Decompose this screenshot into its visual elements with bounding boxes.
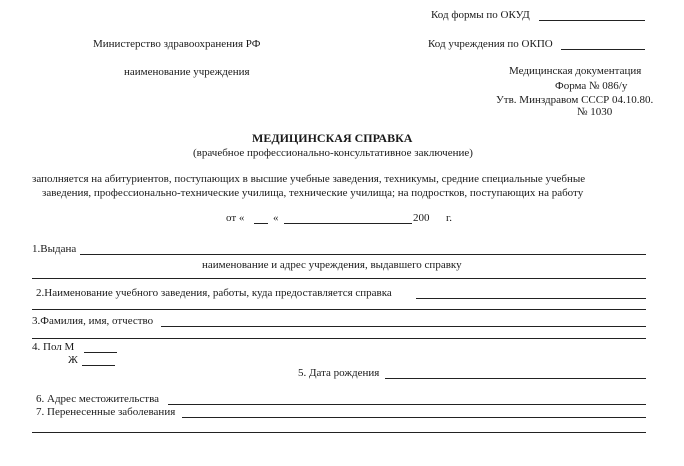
okpo-label: Код учреждения по ОКПО [428, 38, 553, 50]
approval-number: № 1030 [577, 106, 613, 118]
date-quote: « [273, 212, 279, 224]
institution-extra-line[interactable] [32, 309, 646, 310]
full-name-label: 3.Фамилия, имя, отчество [32, 315, 154, 327]
address-label: 6. Адрес местожительства [36, 393, 160, 405]
birth-date-input-line[interactable] [385, 378, 646, 379]
okud-input-line[interactable] [539, 20, 645, 21]
sex-f-label: Ж [68, 354, 78, 366]
form-number: Форма № 086/у [555, 80, 628, 92]
institution-input-line[interactable] [416, 298, 646, 299]
issued-label: 1.Выдана [32, 243, 77, 255]
okud-label: Код формы по ОКУД [431, 9, 530, 21]
issued-hint: наименование и адрес учреждения, выдавшего справку [202, 259, 462, 271]
okpo-input-line[interactable] [561, 49, 645, 50]
sex-f-line[interactable] [82, 365, 115, 366]
sex-m-line[interactable] [84, 352, 117, 353]
address-input-line[interactable] [168, 404, 646, 405]
sex-label: 4. Пол М [32, 341, 75, 353]
issued-extra-line[interactable] [32, 278, 646, 279]
document-subtitle: (врачебное профессионально-консультативное заключение) [193, 147, 473, 159]
date-from-label: от « [226, 212, 245, 224]
diseases-extra-line[interactable] [32, 432, 646, 433]
description-line-2: заведения, профессионально-технические училища, технические училища; на подростков, поступающих на работу [42, 187, 584, 199]
full-name-input-line[interactable] [161, 326, 646, 327]
full-name-extra-line[interactable] [32, 338, 646, 339]
med-doc-label: Медицинская документация [509, 65, 642, 77]
date-suffix: г. [446, 212, 453, 224]
description-line-1: заполняется на абитуриентов, поступающих в высшие учебные заведения, техникумы, средние специальные учебные [32, 173, 586, 185]
date-month-line[interactable] [284, 223, 412, 224]
date-year: 200 [413, 212, 430, 224]
diseases-label: 7. Перенесенные заболевания [36, 406, 176, 418]
date-day-line[interactable] [254, 223, 268, 224]
document-title: МЕДИЦИНСКАЯ СПРАВКА [252, 131, 413, 145]
approval-label: Утв. Минздравом СССР 04.10.80. [496, 94, 654, 106]
issued-input-line[interactable] [80, 254, 646, 255]
institution-name-label: наименование учреждения [124, 66, 250, 78]
birth-date-label: 5. Дата рождения [298, 367, 380, 379]
institution-label: 2.Наименование учебного заведения, работы, куда предоставляется справка [36, 287, 392, 299]
diseases-input-line[interactable] [182, 417, 646, 418]
ministry-label: Министерство здравоохранения РФ [93, 38, 261, 50]
